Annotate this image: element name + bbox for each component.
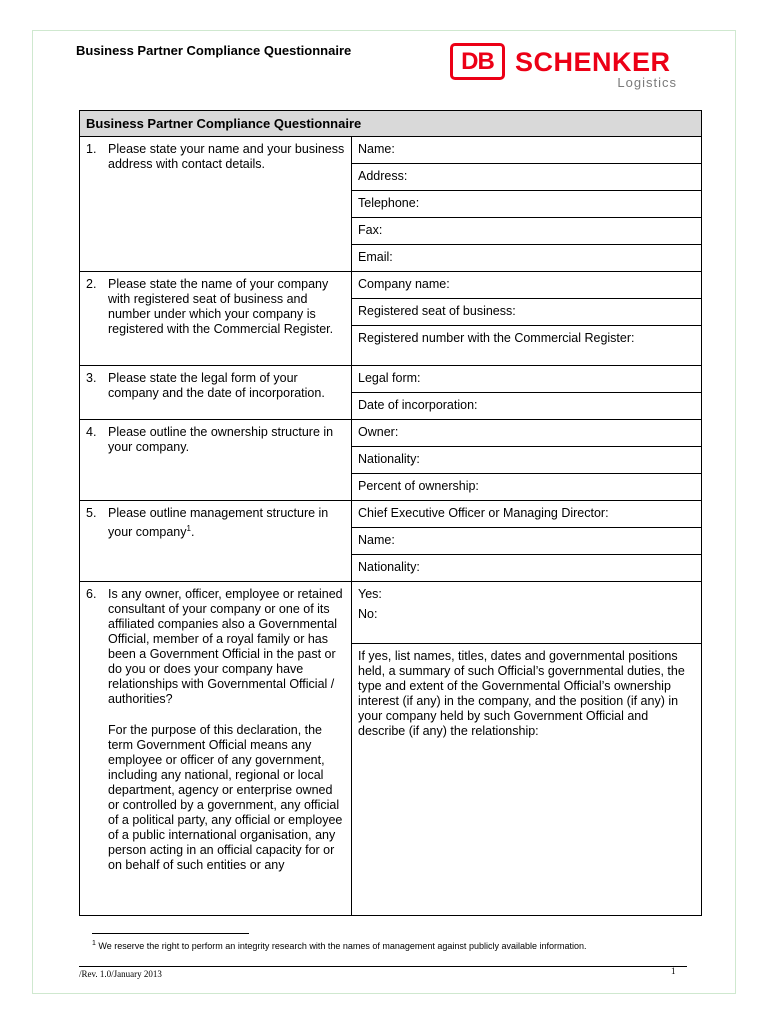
footer-rule: [79, 966, 687, 967]
footnote-ref: 1: [186, 524, 191, 533]
questionnaire-table: [79, 110, 702, 916]
question-number: 2.: [86, 277, 97, 291]
footnote-text: We reserve the right to perform an integrity research with the names of management against publicly available information.: [98, 941, 587, 951]
field-ceo[interactable]: Chief Executive Officer or Managing Director:: [352, 501, 702, 528]
logo-subtitle: Logistics: [617, 75, 677, 90]
question-text-tail: .: [190, 525, 195, 540]
page-number: 1: [671, 966, 676, 976]
revision-label: /Rev. 1.0/January 2013: [79, 969, 162, 979]
field-owner[interactable]: Owner:: [352, 420, 702, 447]
field-fax[interactable]: Fax:: [352, 218, 702, 245]
field-percent-ownership[interactable]: Percent of ownership:: [352, 474, 702, 501]
question-text: Please state the legal form of your company and the date of incorporation.: [108, 371, 325, 400]
question-text: Please outline management structure in your company: [108, 506, 329, 540]
question-text: Please state your name and your business address with contact details.: [108, 142, 345, 171]
question-2: [80, 272, 352, 366]
field-telephone[interactable]: Telephone:: [352, 191, 702, 218]
table-heading: Business Partner Compliance Questionnaire: [80, 111, 702, 137]
question-number: 1.: [86, 142, 97, 156]
field-legal-form[interactable]: Legal form:: [352, 366, 702, 393]
db-logo-mark: DB: [450, 43, 505, 80]
question-note: For the purpose of this declaration, the term Government Official means any employee or officer of any government, including any national, regional or local department, agency or enterprise owned or controlled by a government, any official of a political party, any official or employee of a public international organisation, any person acting in an official capacity for or on behalf of such entities or any: [108, 723, 343, 872]
field-name[interactable]: Name:: [352, 137, 702, 164]
field-company-name[interactable]: Company name:: [352, 272, 702, 299]
question-number: 6.: [86, 587, 97, 601]
document-title: Business Partner Compliance Questionnaire: [76, 43, 352, 58]
field-manager-name[interactable]: Name:: [352, 528, 702, 555]
question-number: 3.: [86, 371, 97, 385]
field-official-details[interactable]: [352, 644, 702, 916]
footnote-separator: [92, 933, 249, 934]
question-5: [80, 501, 352, 582]
question-1: [80, 137, 352, 272]
question-text: Please outline the ownership structure in your company.: [108, 425, 334, 454]
details-instructions: If yes, list names, titles, dates and governmental positions held, a summary of such Official’s governmental duties, the type and extent of the Governmental Official’s ownership interest (if any) in the company, and the position (if any) in your company held by such Government Official and describe (if any) the relationship:: [358, 649, 685, 738]
logo-wordmark: SCHENKER: [515, 47, 671, 77]
question-text: Please state the name of your company with registered seat of business and number under which your company is registered with the Commercial Register.: [108, 277, 334, 336]
question-4: [80, 420, 352, 501]
field-no[interactable]: No:: [358, 607, 378, 621]
question-6: [80, 582, 352, 916]
field-registered-seat[interactable]: Registered seat of business:: [352, 299, 702, 326]
field-yes[interactable]: Yes:: [358, 587, 382, 601]
field-registered-number[interactable]: Registered number with the Commercial Register:: [352, 326, 702, 366]
question-text: Is any owner, officer, employee or retained consultant of your company or one of its affiliated companies also a Governmental Official, member of a royal family or has been a Government Official in the past or do you or does your company have relationships with Governmental Official / authorities?: [108, 587, 343, 706]
field-manager-nationality[interactable]: Nationality:: [352, 555, 702, 582]
field-date-of-incorporation[interactable]: Date of incorporation:: [352, 393, 702, 420]
question-number: 4.: [86, 425, 97, 439]
footnote: [92, 940, 587, 951]
db-schenker-logo: [450, 43, 682, 93]
field-yes-no[interactable]: [352, 582, 702, 644]
field-email[interactable]: Email:: [352, 245, 702, 272]
question-3: [80, 366, 352, 420]
question-number: 5.: [86, 506, 97, 520]
field-nationality[interactable]: Nationality:: [352, 447, 702, 474]
footnote-mark: 1: [92, 940, 96, 947]
field-address[interactable]: Address:: [352, 164, 702, 191]
